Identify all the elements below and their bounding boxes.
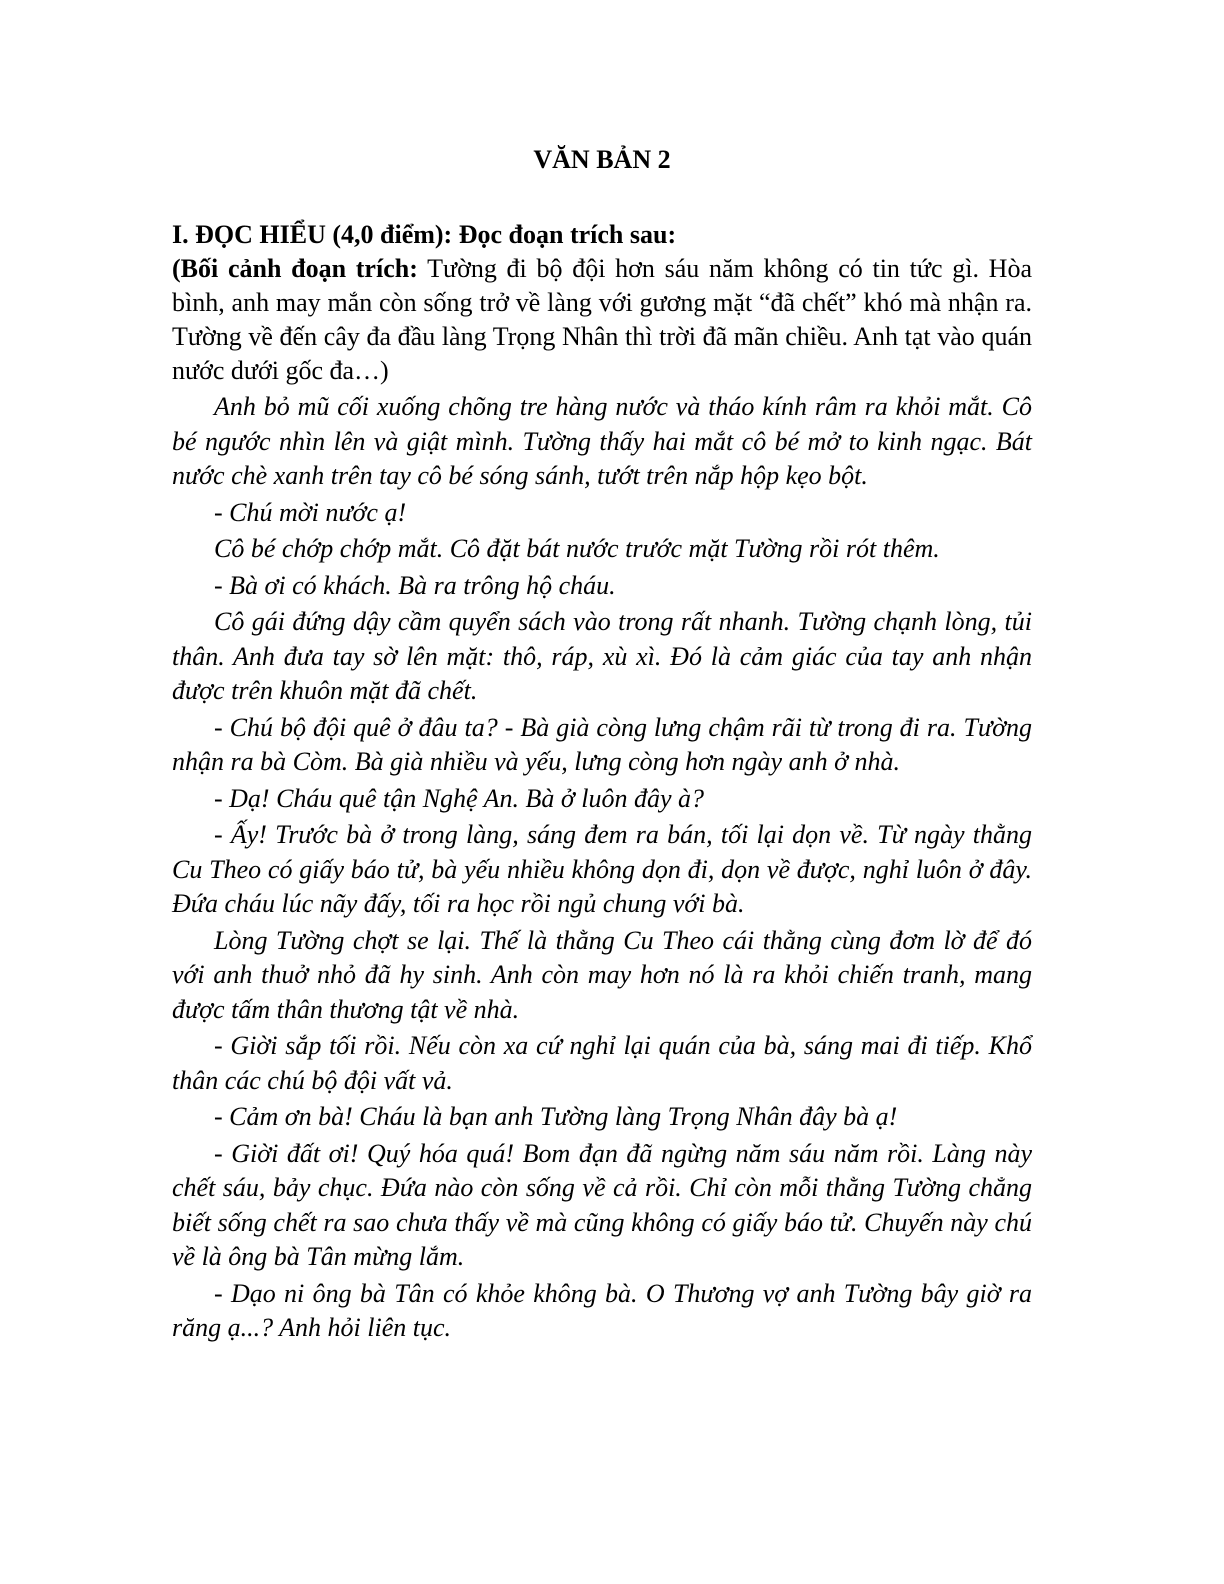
document-title: VĂN BẢN 2 [533, 145, 671, 174]
excerpt-paragraph: - Dạ! Cháu quê tận Nghệ An. Bà ở luôn đây à? [214, 783, 705, 813]
excerpt-paragraph: - Chú bộ đội quê ở đâu ta? - Bà già còng lưng chậm rãi từ trong đi ra. Tường nhận ra bà Còm. Bà già nhiều và yếu, lưng còng hơn ngày anh ở nhà. [172, 712, 1032, 776]
excerpt-paragraph: Cô bé chớp chớp mắt. Cô đặt bát nước trước mặt Tường rồi rót thêm. [214, 534, 940, 563]
excerpt-paragraph: Lòng Tường chợt se lại. Thế là thằng Cu Theo cái thằng cùng đơm lờ để đó với anh thuở nhỏ đã hy sinh. Anh còn may hơn nó là ra khỏi chiến tranh, mang được tấm thân thương tật về nhà. [172, 925, 1032, 1024]
document-page [172, 140, 1032, 1348]
excerpt-paragraph: Cô gái đứng dậy cầm quyển sách vào trong rất nhanh. Tường chạnh lòng, tủi thân. Anh đưa tay sờ lên mặt: thô, ráp, xù xì. Đó là cảm giác của tay anh nhận được trên khuôn mặt đã chết. [172, 607, 1032, 705]
excerpt-paragraph: - Giời sắp tối rồi. Nếu còn xa cứ nghỉ lại quán của bà, sáng mai đi tiếp. Khổ thân các chú bộ đội vất vả. [172, 1031, 1032, 1095]
context-text: Tường đi bộ đội hơn sáu năm không có tin tức gì. Hòa bình, anh may mắn còn sống trở về làng với gương mặt “đã chết” khó mà nhận ra. Tường về đến cây đa đầu làng Trọng Nhân thì trời đã mãn chiều. Anh tạt vào quán nước dưới gốc đa…) [172, 254, 1032, 385]
excerpt-paragraph: Anh bỏ mũ cối xuống chõng tre hàng nước và tháo kính râm ra khỏi mắt. Cô bé ngước nhìn lên và giật mình. Tường thấy hai mắt cô bé mở to kinh ngạc. Bát nước chè xanh trên tay cô bé sóng sánh, tướt trên nắp hộp kẹo bột. [172, 392, 1032, 490]
section-heading: I. ĐỌC HIỂU (4,0 điểm): Đọc đoạn trích sau: [172, 220, 677, 249]
context-paragraph [172, 252, 1032, 388]
excerpt-paragraph: - Chú mời nước ạ! [214, 497, 407, 527]
excerpt-paragraph: - Giời đất ơi! Quý hóa quá! Bom đạn đã ngừng năm sáu năm rồi. Làng này chết sáu, bảy chục. Đứa nào còn sống về cả rồi. Chỉ còn mỗi thằng Tường chẳng biết sống chết ra sao chưa thấy về mà cũng không có giấy báo tử. Chuyến này chú về là ông bà Tân mừng lắm. [172, 1138, 1032, 1271]
context-label: (Bối cảnh đoạn trích: [172, 254, 418, 283]
excerpt-paragraph: - Bà ơi có khách. Bà ra trông hộ cháu. [214, 570, 616, 600]
excerpt-paragraph: - Cảm ơn bà! Cháu là bạn anh Tường làng Trọng Nhân đây bà ạ! [214, 1102, 898, 1131]
excerpt-paragraph: - Ấy! Trước bà ở trong làng, sáng đem ra bán, tối lại dọn về. Từ ngày thằng Cu Theo có giấy báo tử, bà yếu nhiều không dọn đi, dọn về được, nghỉ luôn ở đây. Đứa cháu lúc nãy đấy, tối ra học rồi ngủ chung với bà. [172, 820, 1032, 918]
excerpt [172, 390, 1032, 1346]
excerpt-paragraph: - Dạo ni ông bà Tân có khỏe không bà. O Thương vợ anh Tường bây giờ ra răng ạ...? Anh hỏi liên tục. [172, 1278, 1032, 1342]
